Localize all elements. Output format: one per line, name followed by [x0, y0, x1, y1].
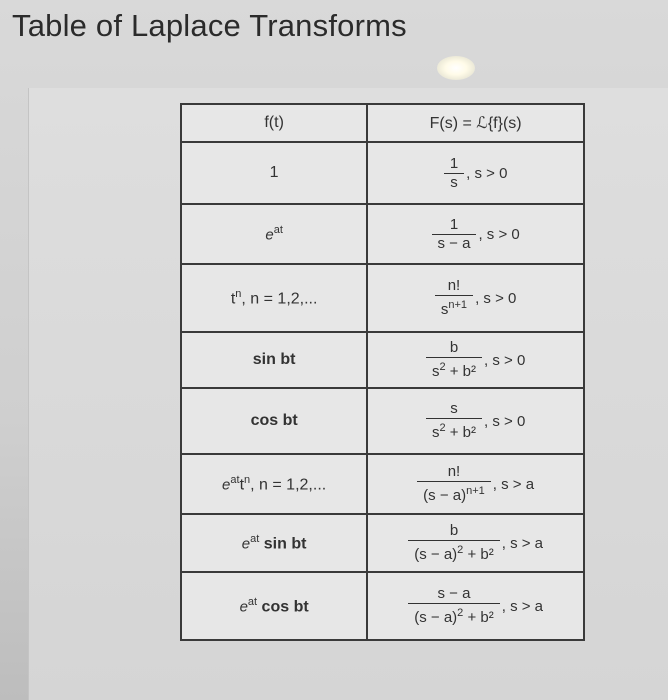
numerator: s − a — [437, 585, 471, 602]
den-base: s — [431, 424, 440, 441]
den-rest: + b² — [463, 546, 494, 563]
page-title: Table of Laplace Transforms — [12, 8, 407, 43]
condition: , s > a — [501, 597, 544, 615]
den-base: (s − a) — [423, 487, 467, 504]
den-sup: 2 — [457, 544, 464, 556]
table-row — [181, 332, 584, 388]
den-base: s − a — [437, 234, 471, 252]
den-rest: + b² — [445, 424, 477, 441]
denominator — [432, 234, 477, 253]
condition: , s > 0 — [475, 289, 517, 307]
fs-cell — [367, 264, 584, 332]
ft-bold: cos bt — [250, 412, 298, 429]
numerator: 1 — [449, 215, 459, 233]
den-sup: 2 — [457, 607, 464, 619]
denominator — [426, 418, 482, 442]
ft-sup: at — [250, 532, 260, 545]
condition: , s > 0 — [466, 164, 508, 182]
ft-cell — [181, 142, 367, 204]
den-base: s — [450, 173, 458, 191]
denominator — [435, 295, 473, 319]
ft-cell — [181, 332, 367, 388]
ft-sup: at — [247, 595, 258, 608]
condition: , s > a — [501, 534, 544, 552]
den-rest: + b² — [463, 609, 494, 626]
numerator: b — [449, 522, 459, 539]
ft-cell — [181, 514, 367, 572]
ft-cell — [181, 388, 367, 454]
den-base: s — [440, 301, 449, 318]
light-glare — [437, 56, 475, 80]
fs-cell — [367, 514, 584, 572]
ft-base: t — [230, 290, 236, 308]
denominator — [444, 173, 464, 192]
fraction — [408, 585, 500, 627]
ft-cell — [181, 572, 367, 640]
table-row — [181, 204, 584, 264]
condition: , s > 0 — [478, 225, 520, 243]
numerator: s — [450, 400, 458, 417]
ft-rest2: , n = 1,2,... — [250, 476, 327, 494]
laplace-table — [180, 103, 585, 641]
table-row — [181, 264, 584, 332]
ft-cell — [181, 264, 367, 332]
table-row — [181, 142, 584, 204]
table-row — [181, 514, 584, 572]
ft-cell — [181, 204, 367, 264]
fs-cell — [367, 142, 584, 204]
denominator — [417, 481, 491, 505]
numerator: b — [449, 339, 459, 356]
fraction — [408, 522, 500, 564]
ft-base: e — [239, 598, 248, 616]
den-rest: + b² — [445, 363, 477, 380]
ft-bold: sin bt — [259, 535, 307, 553]
numerator: n! — [447, 463, 461, 480]
den-base: (s − a) — [414, 609, 458, 626]
fraction — [426, 339, 482, 381]
condition: , s > 0 — [484, 412, 526, 430]
table-header-row — [181, 104, 584, 142]
ft-base: e — [222, 476, 231, 494]
condition: , s > a — [492, 475, 535, 493]
denominator — [426, 357, 482, 381]
table-row — [181, 388, 584, 454]
ft-base: e — [265, 226, 274, 244]
ft-cell — [181, 454, 367, 514]
den-base: s — [431, 363, 440, 380]
fraction — [432, 216, 477, 253]
fs-cell — [367, 454, 584, 514]
ft-rest: t — [239, 476, 245, 494]
den-sup: n+1 — [448, 299, 468, 311]
table-row — [181, 572, 584, 640]
fraction — [444, 155, 464, 192]
fs-cell — [367, 332, 584, 388]
condition: , s > 0 — [484, 351, 526, 369]
den-sup: 2 — [439, 422, 446, 434]
ft-sup: at — [273, 223, 283, 236]
den-sup: 2 — [439, 361, 446, 373]
ft-bold: cos bt — [257, 598, 309, 616]
ft-base: 1 — [269, 164, 279, 181]
fraction — [426, 400, 482, 442]
ft-sup: n — [235, 287, 242, 300]
fraction — [435, 277, 473, 319]
ft-base: e — [241, 535, 251, 553]
fs-cell — [367, 204, 584, 264]
header-ft: f(t) — [181, 104, 367, 142]
fraction — [417, 463, 491, 505]
den-sup: n+1 — [466, 485, 485, 497]
header-fs: F(s) = ℒ{f}(s) — [367, 104, 584, 142]
ft-rest-sup: n — [244, 473, 251, 486]
ft-sup: at — [230, 473, 240, 486]
fs-cell — [367, 388, 584, 454]
den-base: (s − a) — [414, 546, 458, 563]
table-row — [181, 454, 584, 514]
numerator: 1 — [449, 154, 459, 172]
fs-cell — [367, 572, 584, 640]
numerator: n! — [447, 277, 461, 294]
denominator — [408, 540, 500, 564]
ft-rest: , n = 1,2,... — [241, 290, 318, 308]
ft-bold: sin bt — [252, 351, 296, 368]
denominator — [408, 603, 500, 627]
